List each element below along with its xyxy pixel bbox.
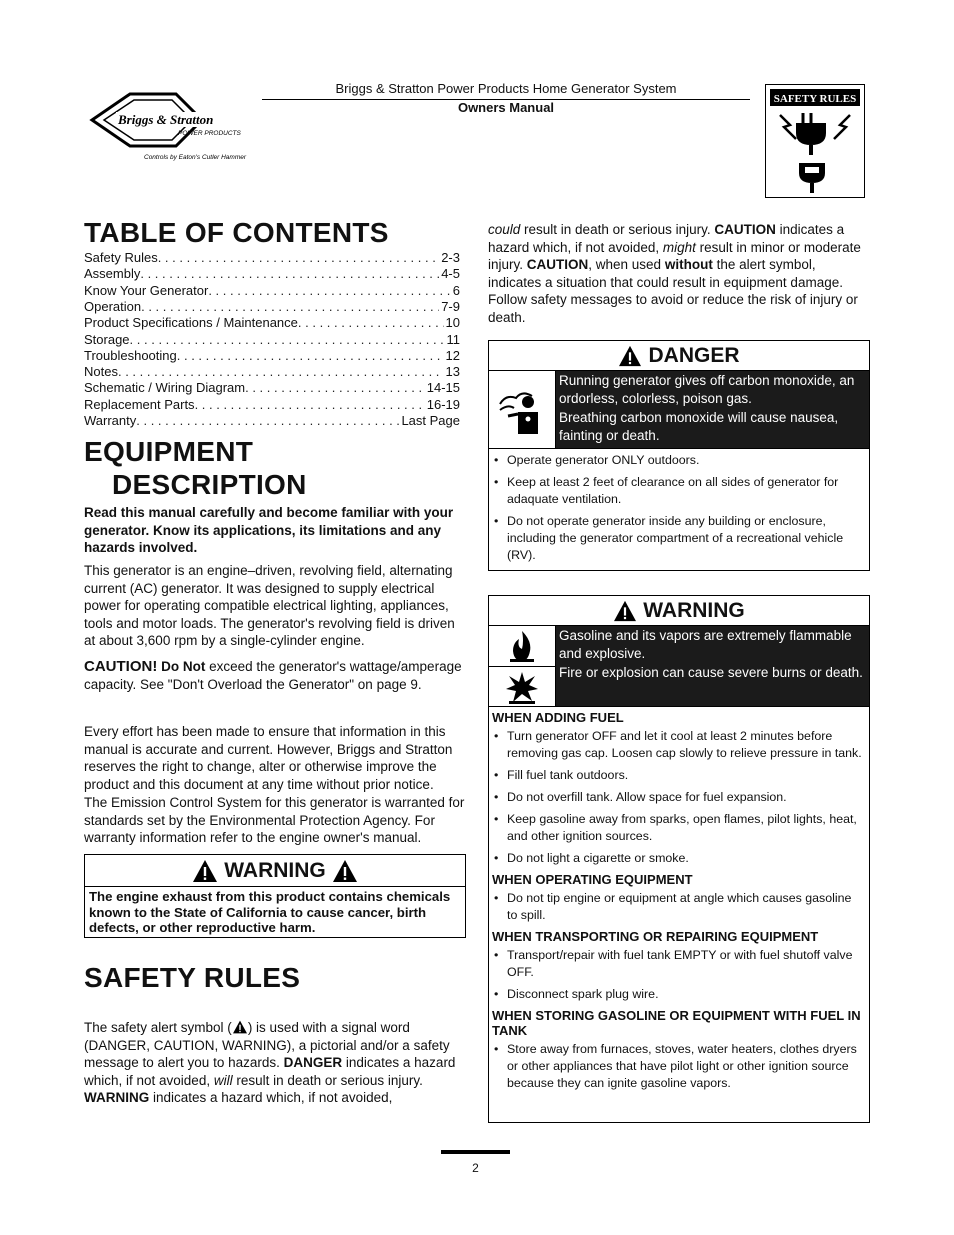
toc-item-page: 6 bbox=[452, 282, 460, 298]
ri-3: result in minor or moderate injury. bbox=[488, 239, 861, 272]
warning-bullet: • Do not overfill tank. Allow space for fuel expansion. bbox=[507, 789, 865, 806]
flame-icon bbox=[489, 626, 555, 667]
ri-caution-2: CAUTION bbox=[526, 257, 589, 272]
danger-box bbox=[488, 340, 870, 571]
toc-leader bbox=[195, 397, 425, 413]
caution-label: CAUTION! bbox=[84, 658, 158, 675]
toc-item-page: 16-19 bbox=[426, 396, 460, 412]
toc-item-label: Safety Rules bbox=[84, 250, 158, 265]
equipment-title-line1: EQUIPMENT bbox=[84, 436, 254, 467]
danger-signal-word: DANGER bbox=[648, 343, 740, 367]
warning-bullet-list bbox=[489, 947, 869, 1003]
toc-item-page: Last Page bbox=[401, 413, 460, 428]
warning-bullet: • Store away from furnaces, stoves, water heaters, clothes dryers or other appliances that have pilot light or other ignition source because they can ignite gasoline vapors. bbox=[507, 1041, 865, 1092]
toc-item-label: Warranty bbox=[84, 413, 137, 428]
warning-bullet: • Transport/repair with fuel tank EMPTY or with fuel shutoff valve OFF. bbox=[507, 947, 865, 981]
toc-item-page: 7-9 bbox=[441, 298, 460, 314]
toc-item-label: Assembly bbox=[84, 266, 141, 282]
toc-item-page: 10 bbox=[445, 315, 460, 331]
toc-leader bbox=[298, 315, 444, 331]
sr-text-2: ) is used with a signal word (DANGER, CAUTION, WARNING), a pictorial and/or a safety message to alert you to hazards. bbox=[84, 1020, 450, 1070]
sr-text-5: indicates a hazard which, if not avoided, bbox=[149, 1090, 393, 1105]
logo-tagline: Controls by Eaton's Cutler Hammer bbox=[144, 154, 247, 161]
caution-do-not: Do Not bbox=[161, 659, 206, 674]
toc-item bbox=[84, 250, 460, 266]
ri-might: might bbox=[662, 239, 696, 255]
warning-bullet: • Do not light a cigarette or smoke. bbox=[507, 850, 865, 867]
toc-item bbox=[84, 397, 460, 413]
toc-leader bbox=[140, 266, 439, 282]
danger-bullet-list bbox=[489, 452, 869, 564]
toc-item bbox=[84, 299, 460, 315]
sr-warning-word: WARNING bbox=[84, 1090, 150, 1105]
toc-item bbox=[84, 413, 460, 429]
alert-triangle-icon bbox=[192, 859, 218, 883]
toc-item-page: 2-3 bbox=[441, 250, 460, 265]
warning-bullet: • Turn generator OFF and let it cool at least 2 minutes before removing gas cap. Loosen cap slowly to relieve pressure in tank. bbox=[507, 728, 865, 762]
toc-item bbox=[84, 348, 460, 364]
toc-item bbox=[84, 332, 460, 348]
header-title: Briggs & Stratton Power Products Home Generator System bbox=[335, 81, 677, 96]
toc-item bbox=[84, 283, 460, 299]
caution-note bbox=[84, 658, 464, 693]
warning-bullet: • Disconnect spark plug wire. bbox=[507, 986, 865, 1003]
toc-item bbox=[84, 315, 460, 331]
warning-section-heading: WHEN TRANSPORTING OR REPAIRING EQUIPMENT bbox=[492, 929, 819, 944]
prop65-warning-box bbox=[84, 854, 466, 938]
toc-item-page: 13 bbox=[445, 364, 460, 380]
warning-message-1: Gasoline and its vapors are extremely flammable and explosive. bbox=[559, 628, 852, 661]
toc-leader bbox=[158, 250, 440, 266]
alert-triangle-icon bbox=[618, 345, 642, 367]
safety-rules-title: SAFETY RULES bbox=[84, 962, 301, 993]
badge-label: SAFETY RULES bbox=[773, 93, 857, 105]
toc-item-label: Notes bbox=[84, 364, 118, 380]
warning-bullet-list bbox=[489, 728, 869, 867]
toc-leader bbox=[245, 380, 425, 396]
toc-leader bbox=[177, 348, 444, 364]
equipment-title-line2: DESCRIPTION bbox=[112, 469, 307, 500]
warning-message-2: Fire or explosion can cause severe burns or death. bbox=[559, 665, 863, 680]
toc-leader bbox=[130, 332, 445, 348]
toc-item-label: Know Your Generator bbox=[84, 282, 209, 298]
danger-bullet: • Operate generator ONLY outdoors. bbox=[507, 452, 865, 469]
alert-triangle-icon bbox=[613, 600, 637, 622]
sr-text-4: result in death or serious injury. bbox=[232, 1072, 423, 1088]
warning-bullet: • Do not tip engine or equipment at angle which causes gasoline to spill. bbox=[507, 890, 865, 924]
danger-message-1: Running generator gives off carbon monoxide, an ordorless, colorless, poison gas. bbox=[559, 373, 855, 406]
warning-bullet: • Fill fuel tank outdoors. bbox=[507, 767, 865, 784]
explosion-icon bbox=[489, 667, 555, 706]
briggs-stratton-logo bbox=[86, 88, 256, 166]
toc-leader bbox=[136, 413, 399, 429]
safety-rules-badge bbox=[765, 84, 865, 198]
safety-rules-continued bbox=[488, 221, 868, 326]
warning-bullet-list bbox=[489, 890, 869, 924]
toc-leader bbox=[141, 299, 439, 315]
page-number: 2 bbox=[472, 1161, 479, 1175]
toc-item bbox=[84, 380, 460, 396]
toc-item-label: Replacement Parts bbox=[84, 396, 195, 412]
toc-item-label: Product Specifications / Maintenance bbox=[84, 315, 298, 331]
warning-bullet-list bbox=[489, 1041, 869, 1092]
toc-item-page: 11 bbox=[446, 331, 460, 347]
ri-without: without bbox=[664, 257, 713, 272]
page-number-bar bbox=[441, 1150, 510, 1154]
toc-item-label: Schematic / Wiring Diagram bbox=[84, 380, 246, 396]
equipment-paragraph-1: This generator is an engine–driven, revolving field, alternating current (AC) generator. It was designed to supply electrical power for operating compatible electrical lighting, appliances, tools and motor loads. The generator's revolving field is driven at about 3,600 rpm by a single-cylinder engine. bbox=[84, 563, 455, 648]
ri-5: the alert symbol, indicates a situation that could result in equipment damage. Follow safety messages to avoid or reduce the risk of injury or death. bbox=[488, 257, 858, 325]
danger-bullet: • Do not operate generator inside any building or enclosure, including the generator compartment of a recreational vehicle (RV). bbox=[507, 513, 865, 564]
toc-item-label: Operation bbox=[84, 298, 142, 314]
fuel-warning-sections bbox=[489, 710, 869, 1092]
toc-item-page: 14-15 bbox=[426, 380, 460, 396]
logo-text: Briggs & Stratton bbox=[118, 112, 214, 127]
toc-item-label: Troubleshooting bbox=[84, 347, 177, 363]
warning-signal-word: WARNING bbox=[224, 858, 326, 882]
toc-item-page: 12 bbox=[445, 347, 460, 363]
ri-4: , when used bbox=[588, 257, 665, 272]
header-subtitle: Owners Manual bbox=[457, 100, 555, 115]
warning-section-heading: WHEN ADDING FUEL bbox=[492, 710, 624, 725]
ri-caution: CAUTION bbox=[714, 222, 776, 237]
warning-section-heading: WHEN STORING GASOLINE OR EQUIPMENT WITH FUEL IN TANK bbox=[492, 1008, 861, 1038]
alert-triangle-icon bbox=[332, 859, 358, 883]
fuel-warning-box bbox=[488, 595, 870, 1123]
danger-message-2: Breathing carbon monoxide will cause nausea, fainting or death. bbox=[559, 410, 839, 443]
sr-text-3: indicates a hazard which, if not avoided, bbox=[84, 1055, 456, 1088]
equipment-paragraph-2: Every effort has been made to ensure that information in this manual is accurate and current. However, Briggs and Stratton reserves the right to change, alter or otherwise improve the product and this document at any time without prior notice. bbox=[84, 724, 453, 792]
toc-leader bbox=[208, 283, 450, 299]
equipment-paragraph-3: The Emission Control System for this generator is warranted for standards set by the Environmental Protection Agency. For warranty information refer to the engine owner's manual. bbox=[84, 795, 465, 845]
equipment-intro: Read this manual carefully and become familiar with your generator. Know its applications, its limitations and any hazards involved. bbox=[84, 505, 454, 555]
prop65-warning-text: The engine exhaust from this product contains chemicals known to the State of California to cause cancer, birth defects, or other reproductive harm. bbox=[89, 889, 451, 935]
caution-text: exceed the generator's wattage/amperage capacity. See "Don't Overload the Generator" on page 9. bbox=[84, 659, 462, 692]
sr-will-word: will bbox=[213, 1072, 233, 1088]
ri-could: could bbox=[488, 222, 521, 237]
toc-item-label: Storage bbox=[84, 331, 130, 347]
logo-sub: POWER PRODUCTS bbox=[178, 130, 241, 137]
toxic-fumes-icon bbox=[489, 371, 556, 448]
ri-2: indicates a hazard which, if not avoided, bbox=[488, 222, 845, 255]
safety-rules-intro bbox=[84, 1019, 466, 1107]
warning-section-heading: WHEN OPERATING EQUIPMENT bbox=[492, 872, 693, 887]
sr-text-1: The safety alert symbol ( bbox=[84, 1020, 232, 1035]
toc-item-page: 4-5 bbox=[441, 266, 460, 282]
sr-danger-word: DANGER bbox=[283, 1055, 343, 1070]
warning-signal-word-2: WARNING bbox=[643, 598, 745, 622]
toc-item bbox=[84, 266, 460, 282]
ri-1: result in death or serious injury. bbox=[520, 222, 715, 237]
toc-item bbox=[84, 364, 460, 380]
toc-title: TABLE OF CONTENTS bbox=[84, 217, 389, 248]
warning-bullet: • Keep gasoline away from sparks, open flames, pilot lights, heat, and other ignition sources. bbox=[507, 811, 865, 845]
toc-leader bbox=[118, 364, 444, 380]
alert-symbol-icon bbox=[232, 1020, 248, 1034]
plug-shock-icon bbox=[780, 113, 850, 193]
danger-bullet: • Keep at least 2 feet of clearance on all sides of generator for adaquate ventilation. bbox=[507, 474, 865, 508]
